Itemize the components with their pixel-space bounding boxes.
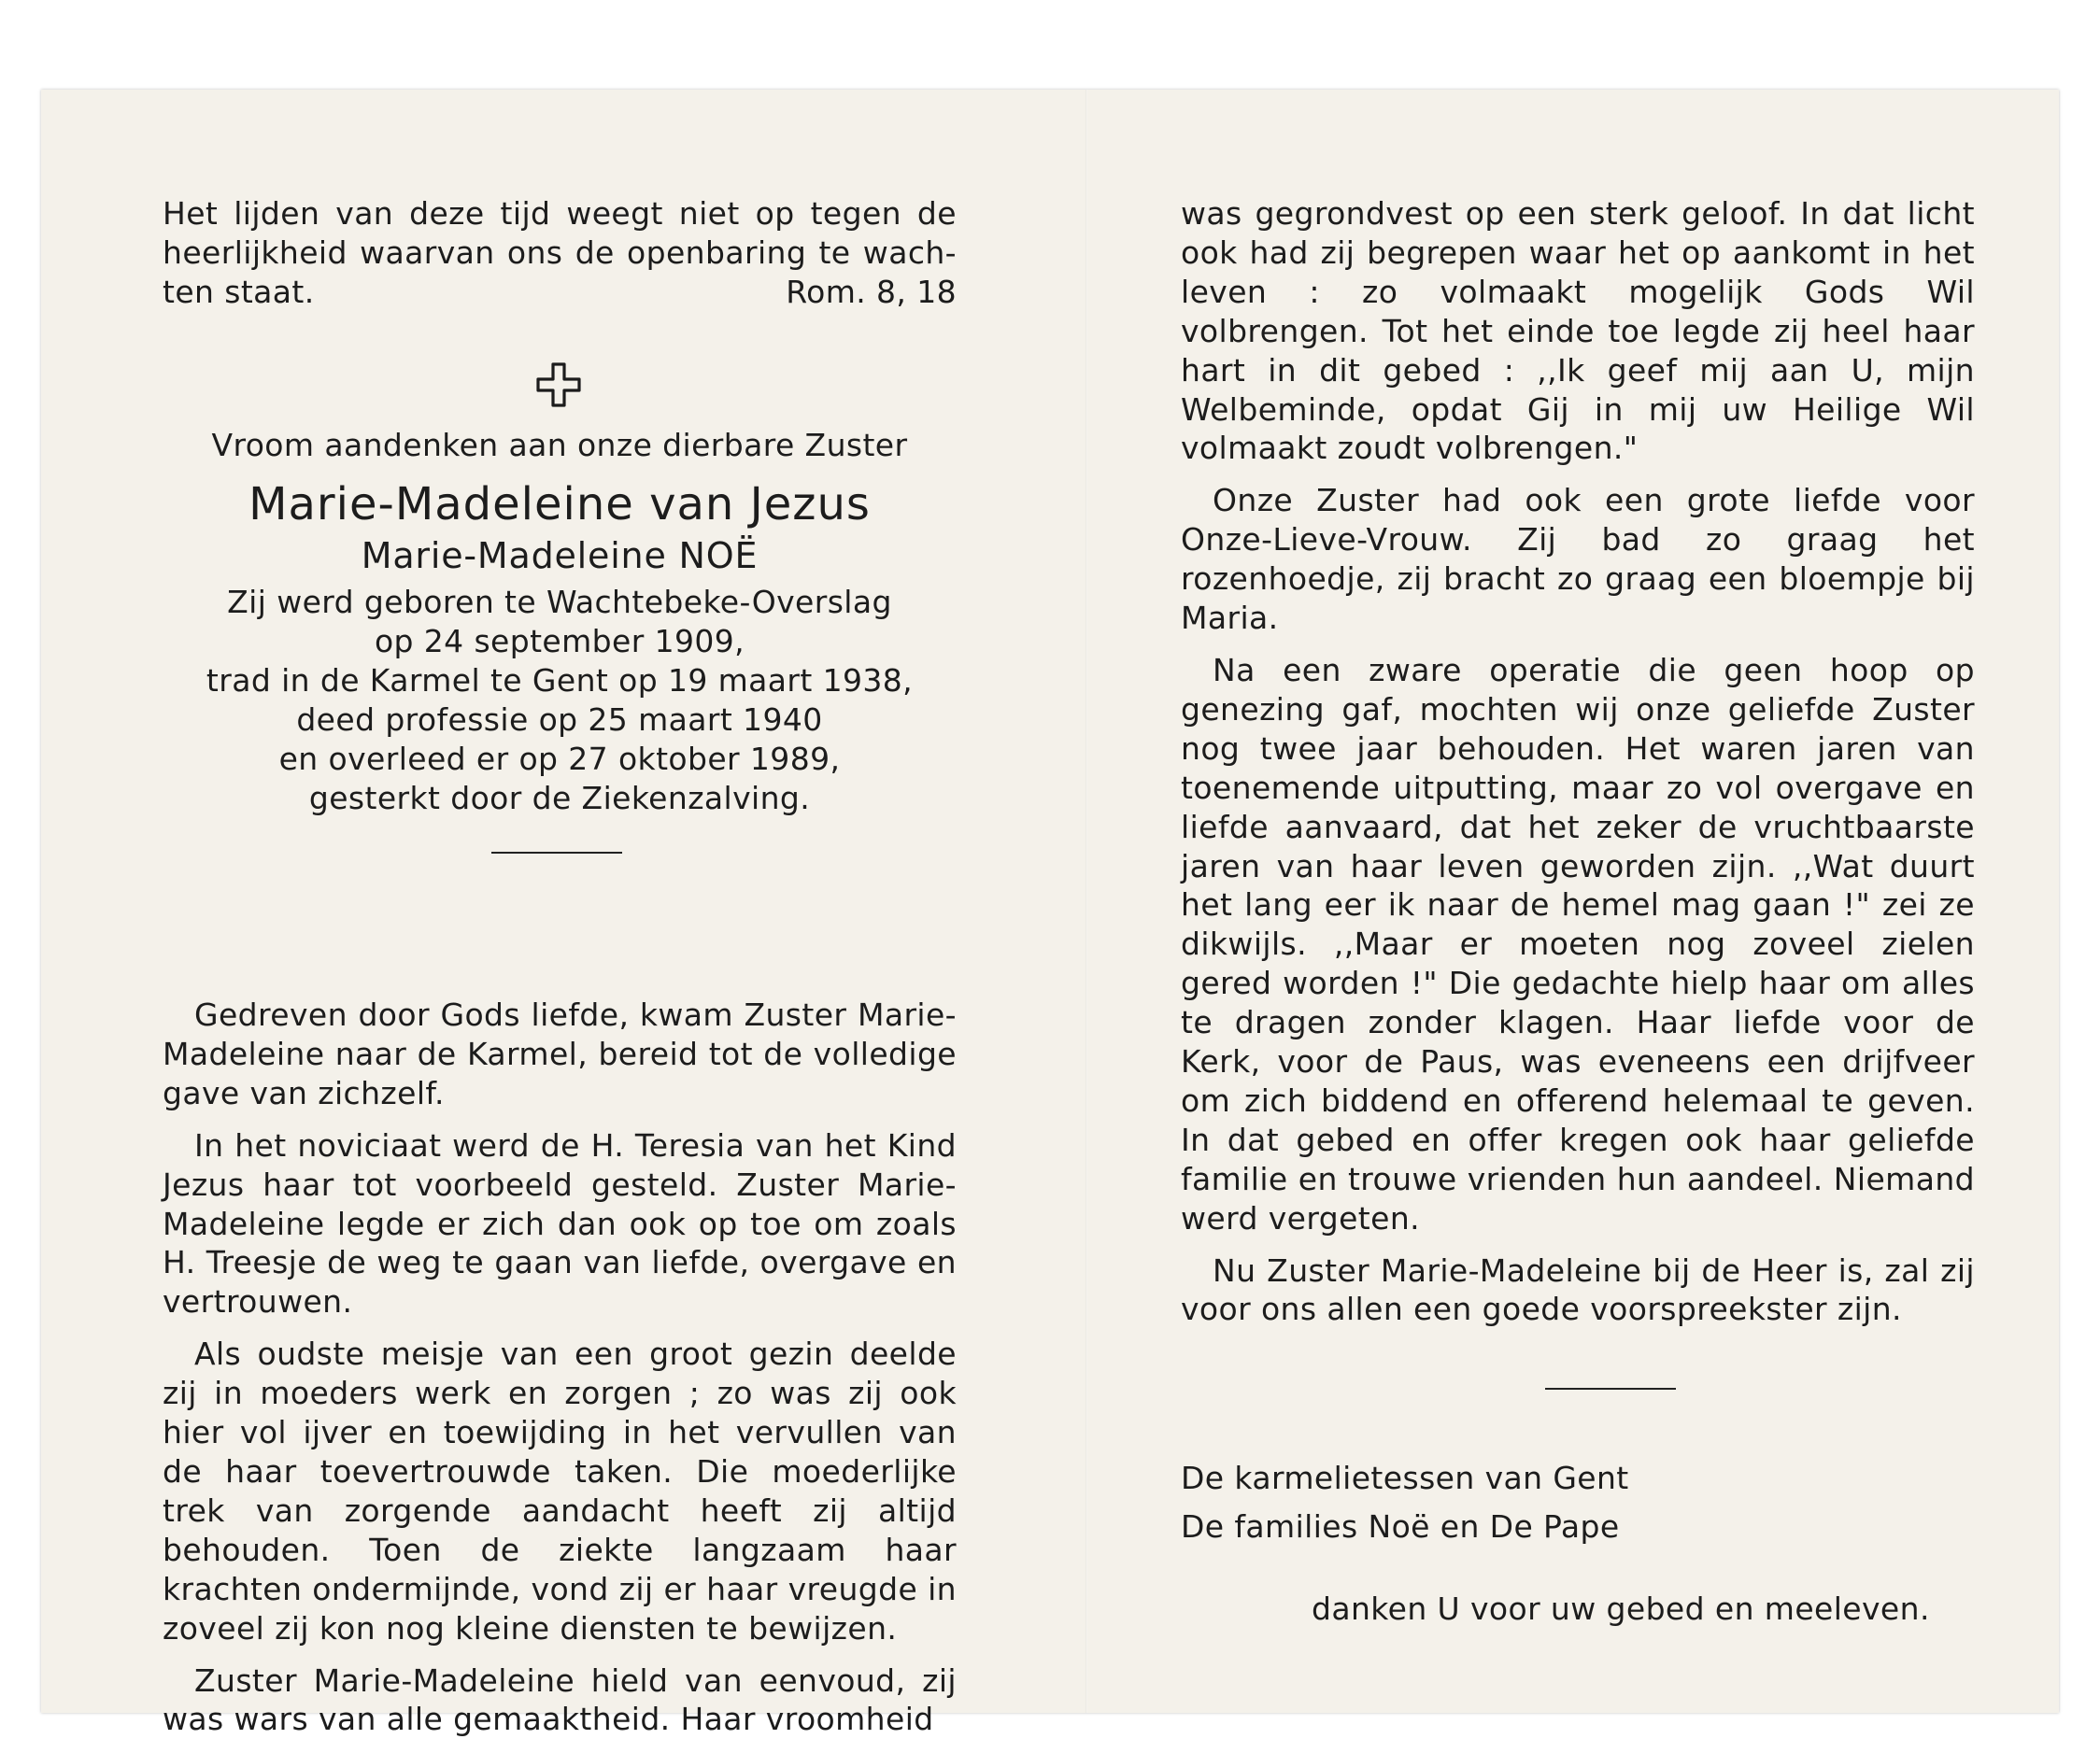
epigraph [163,194,957,312]
paragraph-continuation: was gegrondvest op een sterk geloof. In dat licht ook had zij begrepen waar het op aankomt in het leven : zo volmaakt mogelijk Gods Wil volbrengen. Tot het einde toe legde zij heel haar hart in dit gebed : ,,Ik geef mij aan U, mijn Welbeminde, opdat Gij in mij uw Heilige Wil volmaakt zoudt volbrengen." [1181,194,1975,468]
cross-icon [534,361,583,409]
epigraph-line: ten staat. [163,273,315,312]
card-fold [1085,90,1087,1713]
paragraph: Als oudste meisje van een groot gezin deelde zij in moeders werk en zorgen ; zo was zij ook hier vol ijver en toewijding in het vervullen van de haar toevertrouwde taken. Die moederlijke trek van zorgende aandacht heeft zij altijd behouden. Toen de ziekte langzaam haar krachten ondermijnde, vond zij er haar vreugde in zoveel zij kon nog kleine diensten te bewijzen. [163,1335,957,1647]
bio-line: op 24 september 1909, [163,622,957,661]
paragraph: Zuster Marie-Madeleine hield van eenvoud, zij was wars van alle gemaaktheid. Haar vroomheid [163,1661,957,1739]
epigraph-line: Het lijden van deze tijd weegt niet op tegen de [163,194,957,233]
thanks-line: danken U voor uw gebed en meeleven. [1312,1590,1975,1629]
civil-name: Marie-Madeleine NOË [163,534,957,577]
memorial-card [41,90,2059,1713]
epigraph-last-line [163,273,957,312]
bio-line: en overleed er op 27 oktober 1989, [163,740,957,779]
biography-dates [163,583,957,818]
bio-line: deed professie op 25 maart 1940 [163,700,957,740]
divider [491,852,622,854]
paragraph: Gedreven door Gods liefde, kwam Zuster Marie-Madeleine naar de Karmel, bereid tot de volledige gave van zichzelf. [163,996,957,1113]
paragraph: In het noviciaat werd de H. Teresia van het Kind Jezus haar tot voorbeeld gesteld. Zuster Marie-Madeleine legde er zich dan ook op toe om zoals H. Treesje de weg te gaan van liefde, overgave en vertrouwen. [163,1126,957,1322]
bio-line: Zij werd geboren te Wachtebeke-Overslag [163,583,957,622]
religious-name: Marie-Madeleine van Jezus [163,478,957,530]
paragraph: Onze Zuster had ook een grote liefde voor Onze-Lieve-Vrouw. Zij bad zo graag het rozenhoedje, zij bracht zo graag een bloempje bij Maria. [1181,481,1975,638]
epigraph-reference: Rom. 8, 18 [786,273,957,312]
right-body-text [1181,194,1975,1329]
signature-families: De families Noë en De Pape [1181,1507,1975,1547]
signature-carmelites: De karmelietessen van Gent [1181,1459,1975,1498]
epigraph-line: heerlijkheid waarvan ons de openbaring te wach- [163,233,957,273]
left-body-text [163,996,957,1739]
memento-line: Vroom aandenken aan onze dierbare Zuster [163,426,957,465]
bio-line: trad in de Karmel te Gent op 19 maart 1938, [163,661,957,700]
paragraph: Na een zware operatie die geen hoop op genezing gaf, mochten wij onze geliefde Zuster nog twee jaar behouden. Het waren jaren van toenemende uitputting, maar zo vol overgave en liefde aanvaard, dat het zeker de vruchtbaarste jaren van haar leven geworden zijn. ,,Wat duurt het lang eer ik naar de hemel mag gaan !" zei ze dikwijls. ,,Maar er moeten nog zoveel zielen gered worden !" Die gedachte hielp haar om alles te dragen zonder klagen. Haar liefde voor de Kerk, voor de Paus, was eveneens een drijfveer om zich biddend en offerend helemaal te geven. In dat gebed en offer kregen ook haar geliefde familie en trouwe vrienden hun aandeel. Niemand werd vergeten. [1181,651,1975,1238]
bio-line: gesterkt door de Ziekenzalving. [163,779,957,818]
paragraph: Nu Zuster Marie-Madeleine bij de Heer is, zal zij voor ons allen een goede voorspreekster zijn. [1181,1251,1975,1330]
divider [1545,1388,1676,1390]
